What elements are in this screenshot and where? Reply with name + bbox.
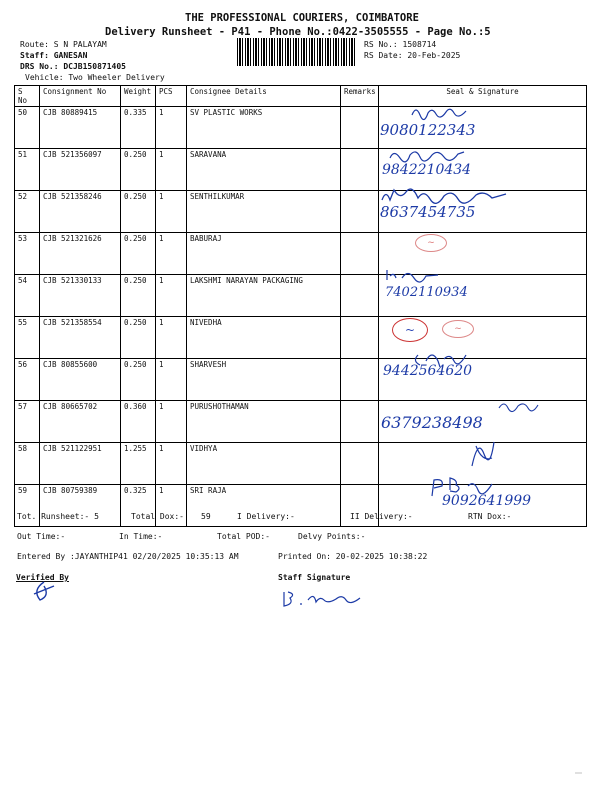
cell-weight: 0.250	[121, 317, 156, 359]
cell-sno: 55	[15, 317, 40, 359]
staff-signature	[280, 588, 370, 610]
cell-consignee: BABURAJ	[187, 233, 341, 275]
signature-scribble	[468, 436, 498, 472]
table-row	[15, 275, 587, 317]
cell-remarks	[341, 317, 379, 359]
cell-sno: 54	[15, 275, 40, 317]
cell-consignee: NIVEDHA	[187, 317, 341, 359]
cell-pcs: 1	[156, 485, 187, 527]
cell-consignee: SRI RAJA	[187, 485, 341, 527]
cell-pcs: 1	[156, 233, 187, 275]
signature-phone-54: 7402110934	[385, 285, 468, 300]
cell-remarks	[341, 443, 379, 485]
cell-pcs: 1	[156, 443, 187, 485]
signature-phone-56: 9442564620	[383, 363, 473, 379]
cell-sno: 57	[15, 401, 40, 443]
total-dox-value: 59	[201, 512, 211, 521]
cell-weight: 0.360	[121, 401, 156, 443]
table-row	[15, 359, 587, 401]
cell-consignee: SARAVANA	[187, 149, 341, 191]
cell-remarks	[341, 149, 379, 191]
entered-by: Entered By :JAYANTHIP41 02/20/2025 10:35:13 AM	[17, 552, 239, 561]
cell-pcs: 1	[156, 149, 187, 191]
cell-consignee: SENTHILKUMAR	[187, 191, 341, 233]
cell-sno: 58	[15, 443, 40, 485]
cell-pcs: 1	[156, 191, 187, 233]
signature-phone-59: 9092641999	[442, 493, 532, 509]
cell-sno: 56	[15, 359, 40, 401]
cell-weight: 0.250	[121, 359, 156, 401]
total-pod: Total POD:-	[217, 532, 270, 541]
cell-weight: 0.250	[121, 233, 156, 275]
route: Route: S N PALAYAM	[20, 40, 107, 49]
cell-sno: 53	[15, 233, 40, 275]
runsheet-table	[14, 85, 587, 527]
cell-consignee: VIDHYA	[187, 443, 341, 485]
vehicle: Vehicle: Two Wheeler Delivery	[25, 73, 165, 82]
verified-signature	[30, 580, 60, 604]
staff-signature-label: Staff Signature	[278, 573, 351, 582]
cell-pcs: 1	[156, 107, 187, 149]
cell-remarks	[341, 359, 379, 401]
seal-stamp: ~	[415, 234, 447, 252]
seal-stamp: ~	[392, 318, 428, 342]
header-weight: Weight	[121, 86, 156, 107]
cell-pcs: 1	[156, 359, 187, 401]
cell-consignee: PURUSHOTHAMAN	[187, 401, 341, 443]
cell-consignment: CJB 521330133	[40, 275, 121, 317]
barcode	[237, 38, 356, 66]
scan-mark	[574, 770, 584, 776]
cell-sno: 51	[15, 149, 40, 191]
out-time: Out Time:-	[17, 532, 66, 541]
cell-remarks	[341, 233, 379, 275]
i-delivery: I Delivery:-	[237, 512, 295, 521]
delivery-points: Delvy Points:-	[298, 532, 366, 541]
cell-consignment: CJB 80889415	[40, 107, 121, 149]
cell-weight: 1.255	[121, 443, 156, 485]
cell-consignment: CJB 80855600	[40, 359, 121, 401]
signature-phone-50: 9080122343	[380, 121, 476, 139]
cell-consignment: CJB 80665702	[40, 401, 121, 443]
cell-remarks	[341, 275, 379, 317]
cell-sno: 59	[15, 485, 40, 527]
signature-phone-51: 9842210434	[382, 162, 472, 178]
header-signature: Seal & Signature	[379, 86, 587, 107]
cell-pcs: 1	[156, 317, 187, 359]
cell-weight: 0.335	[121, 107, 156, 149]
signature-scribble	[496, 398, 541, 414]
cell-consignee: LAKSHMI NARAYAN PACKAGING	[187, 275, 341, 317]
company-title: THE PROFESSIONAL COURIERS, COIMBATORE	[185, 12, 419, 24]
cell-remarks	[341, 191, 379, 233]
total-dox-label: Total Dox:-	[131, 512, 184, 521]
drs-number: DRS No.: DCJB150871405	[20, 62, 126, 71]
table-row	[15, 233, 587, 275]
cell-consignment: CJB 521358554	[40, 317, 121, 359]
signature-phone-52: 8637454735	[380, 203, 476, 221]
cell-consignment: CJB 521321626	[40, 233, 121, 275]
signature-phone-57: 6379238498	[381, 413, 483, 432]
ii-delivery: II Delivery:-	[350, 512, 413, 521]
signature-scribble	[384, 266, 444, 284]
cell-remarks	[341, 107, 379, 149]
cell-pcs: 1	[156, 275, 187, 317]
header-consignment: Consignment No	[40, 86, 121, 107]
table-row	[15, 149, 587, 191]
cell-weight: 0.250	[121, 275, 156, 317]
cell-consignment: CJB 521122951	[40, 443, 121, 485]
verified-by-label: Verified By	[16, 573, 69, 582]
header-sno: S No	[15, 86, 40, 107]
cell-consignment: CJB 521356097	[40, 149, 121, 191]
signature-scribble	[410, 103, 470, 121]
cell-sno: 52	[15, 191, 40, 233]
runsheet-subtitle: Delivery Runsheet - P41 - Phone No.:0422-3505555 - Page No.:5	[105, 26, 491, 38]
cell-weight: 0.325	[121, 485, 156, 527]
staff: Staff: GANESAN	[20, 51, 88, 60]
total-runsheet: Tot. Runsheet:- 5	[17, 512, 99, 521]
seal-stamp: ~	[442, 320, 474, 338]
cell-remarks	[341, 401, 379, 443]
table-header-row	[15, 86, 587, 107]
cell-weight: 0.250	[121, 149, 156, 191]
in-time: In Time:-	[119, 532, 163, 541]
printed-on: Printed On: 20-02-2025 10:38:22	[278, 552, 428, 561]
table-row	[15, 317, 587, 359]
cell-consignment: CJB 80759389	[40, 485, 121, 527]
cell-weight: 0.250	[121, 191, 156, 233]
cell-consignment: CJB 521358246	[40, 191, 121, 233]
cell-consignee: SHARVESH	[187, 359, 341, 401]
cell-pcs: 1	[156, 401, 187, 443]
header-remarks: Remarks	[341, 86, 379, 107]
header-consignee: Consignee Details	[187, 86, 341, 107]
rtn-dox: RTN Dox:-	[468, 512, 512, 521]
rs-number: RS No.: 1508714	[364, 40, 437, 49]
cell-consignee: SV PLASTIC WORKS	[187, 107, 341, 149]
rs-date: RS Date: 20-Feb-2025	[364, 51, 461, 60]
table-row	[15, 107, 587, 149]
header-pcs: PCS	[156, 86, 187, 107]
cell-sno: 50	[15, 107, 40, 149]
